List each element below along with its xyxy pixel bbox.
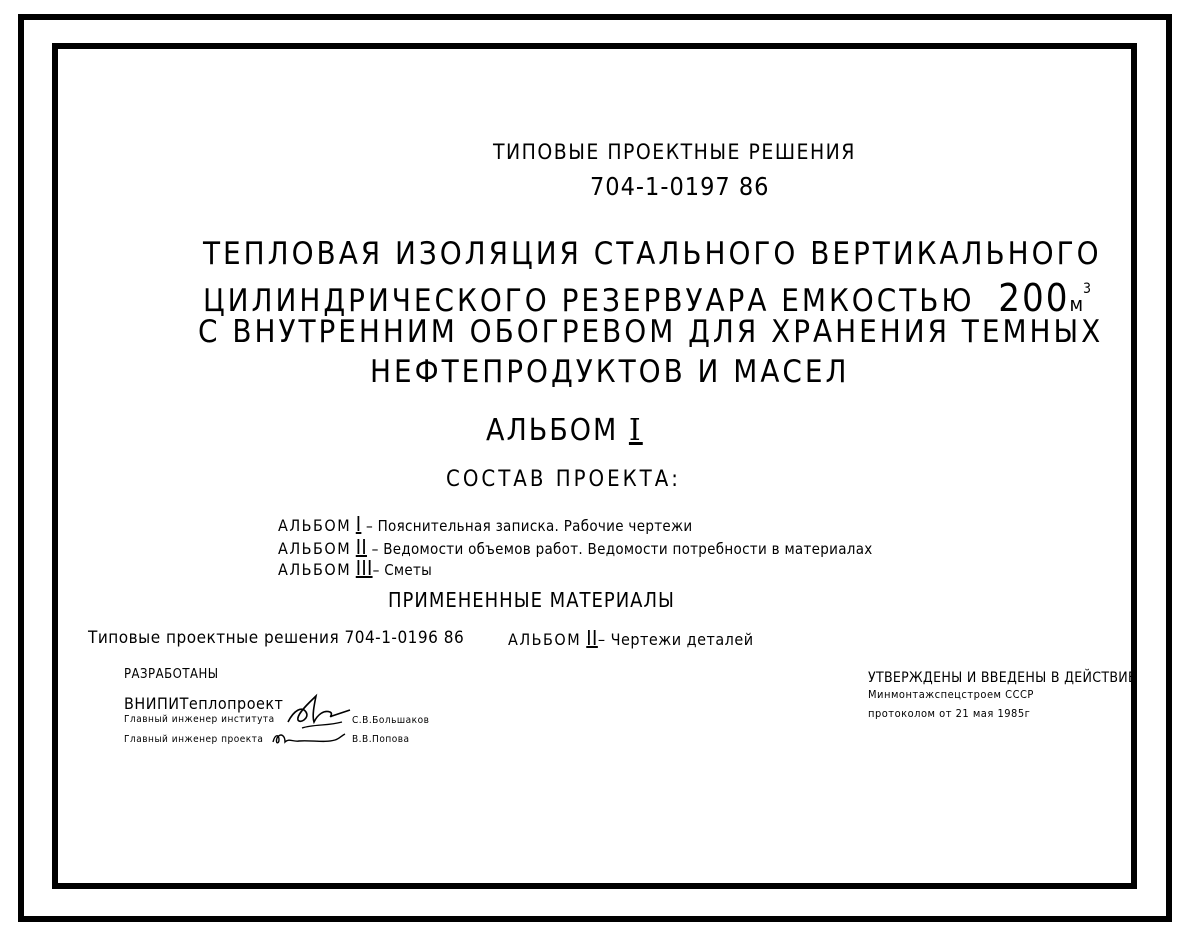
- ref-album-text: – Чертежи деталей: [597, 630, 754, 649]
- series-label: ТИПОВЫЕ ПРОЕКТНЫЕ РЕШЕНИЯ: [493, 140, 856, 164]
- title-line-2-text: ЦИЛИНДРИЧЕСКОГО РЕЗЕРВУАРА ЕМКОСТЬЮ: [203, 283, 975, 319]
- composition-heading: СОСТАВ ПРОЕКТА:: [446, 467, 681, 492]
- ref-album-label: АЛЬБОМ: [508, 630, 582, 649]
- signature-1: [284, 692, 354, 732]
- signatory-row: [124, 714, 430, 726]
- signatory-role: Главный инженер института: [124, 714, 275, 725]
- volume-unit: м: [1069, 292, 1084, 316]
- title-line-1: ТЕПЛОВАЯ ИЗОЛЯЦИЯ СТАЛЬНОГО ВЕРТИКАЛЬНОГО: [203, 236, 1102, 272]
- album-list-item: [278, 512, 692, 536]
- signatory-name: В.В.Попова: [352, 734, 410, 745]
- title-line-4: НЕФТЕПРОДУКТОВ И МАСЕЛ: [370, 354, 850, 390]
- volume-value: 200: [998, 276, 1070, 320]
- approval-label: УТВЕРЖДЕНЫ И ВВЕДЕНЫ В ДЕЙСТВИЕ: [868, 670, 1137, 686]
- materials-heading: ПРИМЕНЕННЫЕ МАТЕРИАЛЫ: [388, 588, 675, 612]
- album-item-text: – Сметы: [372, 561, 433, 579]
- album-item-number: III: [355, 556, 373, 580]
- ref-album-number: II: [586, 626, 598, 650]
- album-heading-number: I: [628, 413, 643, 448]
- signatory-role: Главный инженер проекта: [124, 734, 264, 745]
- signature-2: [271, 730, 347, 748]
- title-line-3: С ВНУТРЕННИМ ОБОГРЕВОМ ДЛЯ ХРАНЕНИЯ ТЕМНЫХ: [198, 314, 1104, 350]
- signatory-name: С.В.Большаков: [352, 715, 430, 726]
- series-code: 704-1-0197 86: [590, 172, 770, 201]
- album-item-number: II: [355, 535, 367, 559]
- volume-unit-power: 3: [1083, 281, 1092, 297]
- developed-label: РАЗРАБОТАНЫ: [124, 667, 219, 682]
- album-list-item: [278, 556, 432, 580]
- developer-org: ВНИПИТеплопроект: [124, 694, 284, 713]
- album-item-text: – Пояснительная записка. Рабочие чертежи: [365, 517, 693, 535]
- signatory-row: [124, 734, 410, 745]
- album-item-label: АЛЬБОМ: [278, 539, 352, 558]
- approval-by: Минмонтажспецстроем СССР: [868, 688, 1034, 701]
- album-heading-label: АЛЬБОМ: [486, 413, 619, 448]
- approval-protocol: протоколом от 21 мая 1985г: [868, 707, 1031, 720]
- materials-reference: Типовые проектные решения 704-1-0196 86: [88, 628, 465, 648]
- materials-ref-album: [508, 626, 754, 650]
- album-item-number: I: [355, 512, 362, 536]
- inner-frame: [52, 43, 1137, 889]
- album-item-text: – Ведомости объемов работ. Ведомости потребности в материалах: [371, 540, 873, 558]
- album-item-label: АЛЬБОМ: [278, 560, 352, 579]
- album-item-label: АЛЬБОМ: [278, 516, 352, 535]
- album-heading: [486, 413, 643, 448]
